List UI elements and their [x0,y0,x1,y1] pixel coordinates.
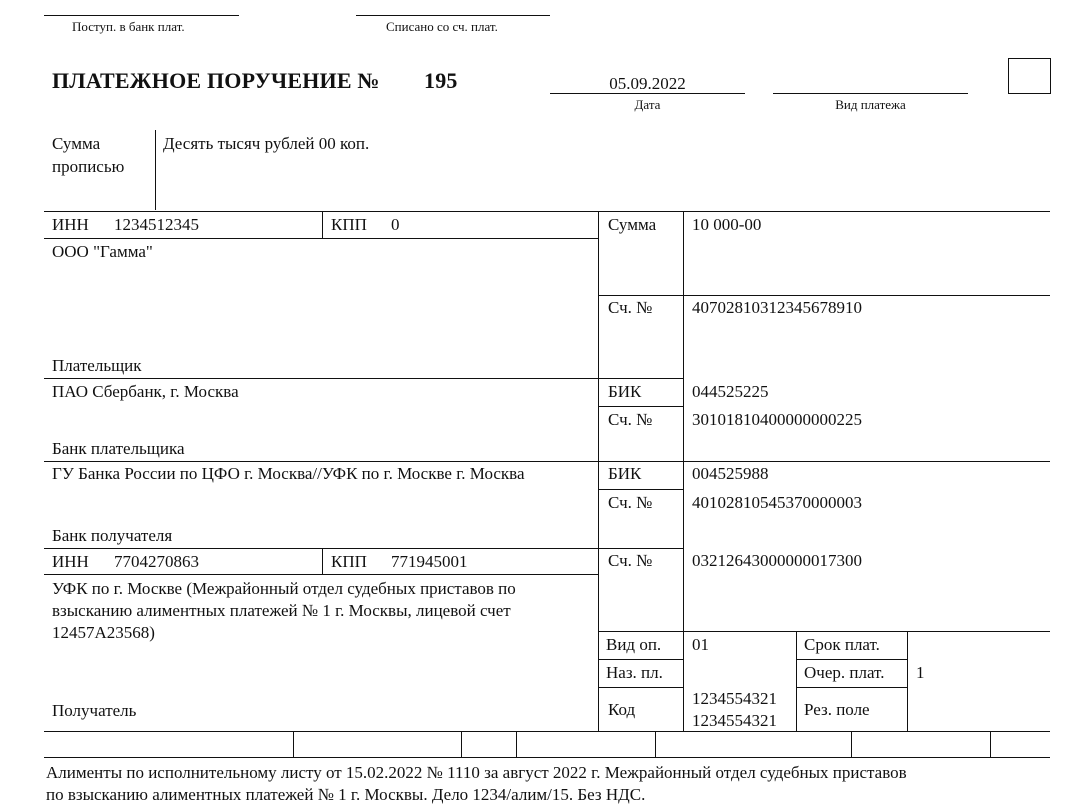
received-label: Поступ. в банк плат. [72,19,185,34]
payer-bank-name: ПАО Сбербанк, г. Москва [52,382,239,401]
grid-line [44,757,1050,758]
grid-line [598,489,683,490]
amount-words-label-1: Сумма [52,134,101,153]
date-label: Дата [634,97,661,112]
term-label: Срок плат. [804,635,880,654]
payer-name: ООО "Гамма" [52,242,153,261]
payer-bank-bik-value: 044525225 [692,382,769,401]
payee-inn-value: 7704270863 [114,552,199,571]
payer-kpp-label: КПП [331,215,367,234]
grid-line [44,211,1050,212]
purpose-code-label: Наз. пл. [606,663,663,682]
grid-line [322,211,323,238]
payer-kpp-value: 0 [391,215,400,234]
debited-label: Списано со сч. плат. [386,19,498,34]
payee-account-value: 03212643000000017300 [692,551,862,570]
payee-account-label: Сч. № [608,551,653,570]
sum-label: Сумма [608,215,657,234]
grid-line [461,731,462,757]
payer-account-label: Сч. № [608,298,653,317]
amount-words-label-2: прописью [52,157,125,176]
code-label: Код [608,700,636,719]
grid-line [516,731,517,757]
grid-line [796,659,907,660]
payer-bank-bik-label: БИК [608,382,642,401]
grid-line [598,631,1050,632]
payee-bank-account-label: Сч. № [608,493,653,512]
grid-line [598,687,683,688]
form-code-box [1008,58,1051,94]
priority-label: Очер. плат. [804,663,885,682]
date-line [550,93,745,94]
code-value-2: 1234554321 [692,711,777,730]
payee-bank-caption: Банк получателя [52,526,173,545]
code-value-1: 1234554321 [692,689,777,708]
payee-bank-bik-label: БИК [608,464,642,483]
debited-line [356,15,550,16]
payee-bank-name: ГУ Банка России по ЦФО г. Москва//УФК по г. Москве г. Москва [52,464,525,483]
page-title: ПЛАТЕЖНОЕ ПОРУЧЕНИЕ № [52,68,380,93]
grid-line [683,295,1050,296]
grid-line [851,731,852,757]
grid-line [907,631,908,731]
grid-line [44,574,598,575]
payee-kpp-value: 771945001 [391,552,468,571]
grid-line [598,659,683,660]
payer-bank-account-label: Сч. № [608,410,653,429]
payment-type-label: Вид платежа [835,97,906,112]
grid-line [598,211,599,731]
grid-line [44,238,598,239]
grid-line [44,461,1050,462]
grid-line [655,731,656,757]
payee-name: УФК по г. Москве (Межрайонный отдел судебных приставов по взысканию алиментных платежей № 1 г. Москвы, лицевой счет 12457А23568) [52,579,516,642]
payer-caption: Плательщик [52,356,142,375]
reserve-label: Рез. поле [804,700,870,719]
grid-line [44,548,683,549]
payee-bank-account-value: 40102810545370000003 [692,493,862,512]
purpose-line-1: Алименты по исполнительному листу от 15.02.2022 № 1110 за август 2022 г. Межрайонный отдел судебных приставов [46,763,907,782]
payee-bank-bik-value: 004525988 [692,464,769,483]
op-type-label: Вид оп. [606,635,662,654]
payment-type-line [773,93,968,94]
sum-value: 10 000-00 [692,215,762,234]
priority-value: 1 [916,663,925,682]
payer-inn-value: 1234512345 [114,215,199,234]
payee-kpp-label: КПП [331,552,367,571]
payer-bank-caption: Банк плательщика [52,439,185,458]
grid-line [796,631,797,731]
amount-words-divider [155,130,156,210]
payer-bank-account-value: 30101810400000000225 [692,410,862,429]
received-line [44,15,239,16]
grid-line [44,378,683,379]
amount-words-value: Десять тысяч рублей 00 коп. [163,134,370,153]
order-number: 195 [424,68,458,93]
date-value: 05.09.2022 [609,74,686,93]
grid-line [598,406,683,407]
payee-inn-label: ИНН [52,552,89,571]
grid-line [796,687,907,688]
grid-line [44,731,1050,732]
payer-account-value: 40702810312345678910 [692,298,862,317]
grid-line [322,548,323,574]
purpose-line-2: по взысканию алиментных платежей № 1 г. Москвы. Дело 1234/алим/15. Без НДС. [46,785,646,804]
payee-caption: Получатель [52,701,137,720]
op-type-value: 01 [692,635,709,654]
grid-line [293,731,294,757]
grid-line [990,731,991,757]
payer-inn-label: ИНН [52,215,89,234]
grid-line [598,295,683,296]
grid-line [683,211,684,731]
